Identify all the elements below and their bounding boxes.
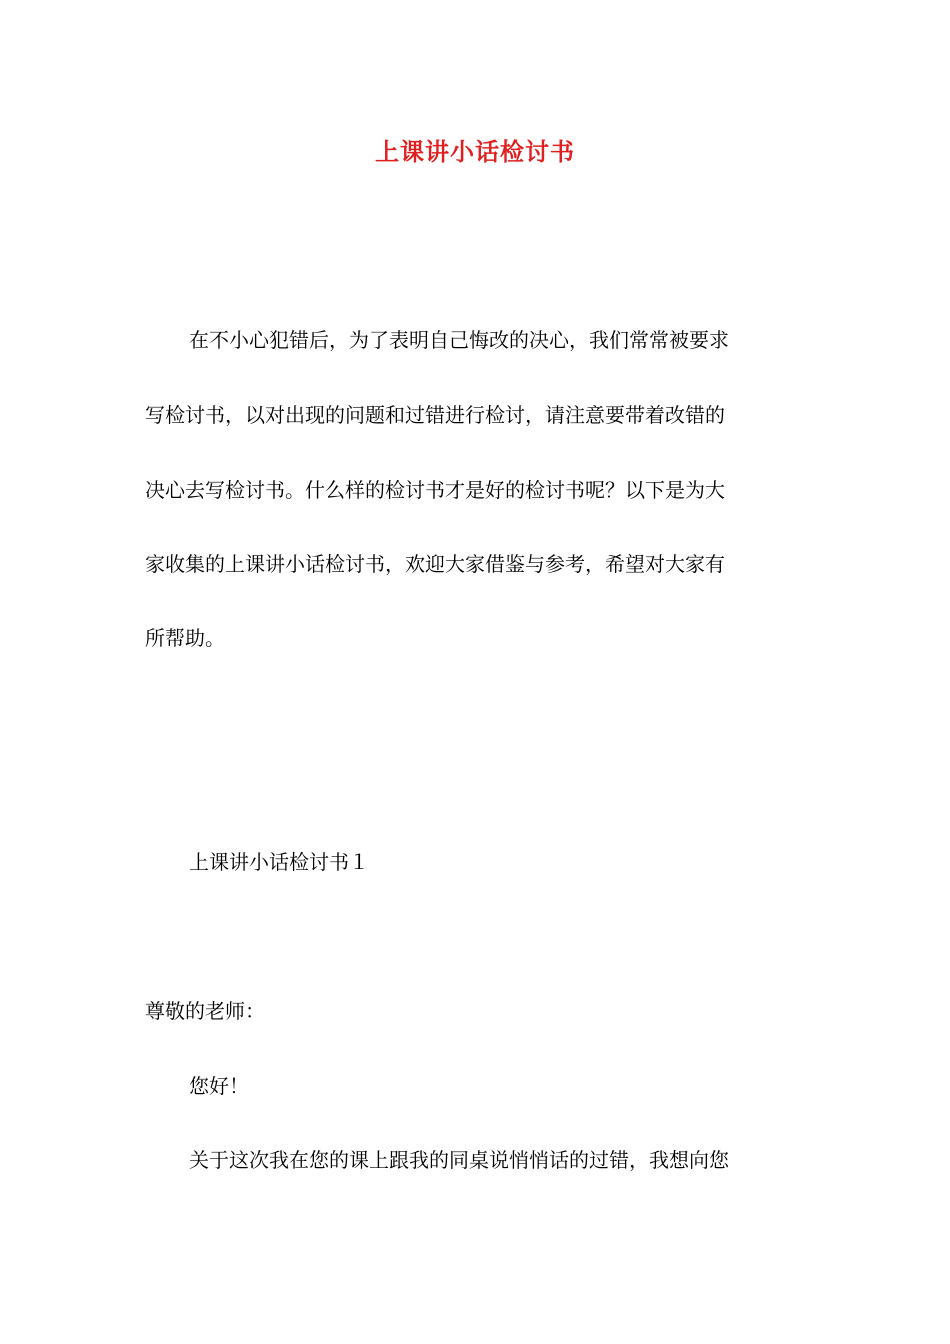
intro-paragraph-line: 在不小心犯错后，为了表明自己悔改的决心，我们常常被要求 [189, 328, 729, 352]
section-heading: 上课讲小话检讨书１ [189, 850, 369, 874]
intro-paragraph-line: 写检讨书，以对出现的问题和过错进行检讨，请注意要带着改错的 [145, 403, 725, 427]
intro-paragraph-line: 决心去写检讨书。什么样的检讨书才是好的检讨书呢？以下是为大 [145, 478, 725, 502]
greeting: 您好！ [189, 1074, 249, 1098]
body-paragraph-line: 关于这次我在您的课上跟我的同桌说悄悄话的过错，我想向您 [189, 1148, 729, 1172]
salutation: 尊敬的老师： [145, 999, 265, 1023]
intro-paragraph-line: 家收集的上课讲小话检讨书，欢迎大家借鉴与参考，希望对大家有 [145, 552, 725, 576]
document-title: 上课讲小话检讨书 [375, 137, 575, 166]
intro-paragraph-line: 所帮助。 [145, 626, 225, 650]
